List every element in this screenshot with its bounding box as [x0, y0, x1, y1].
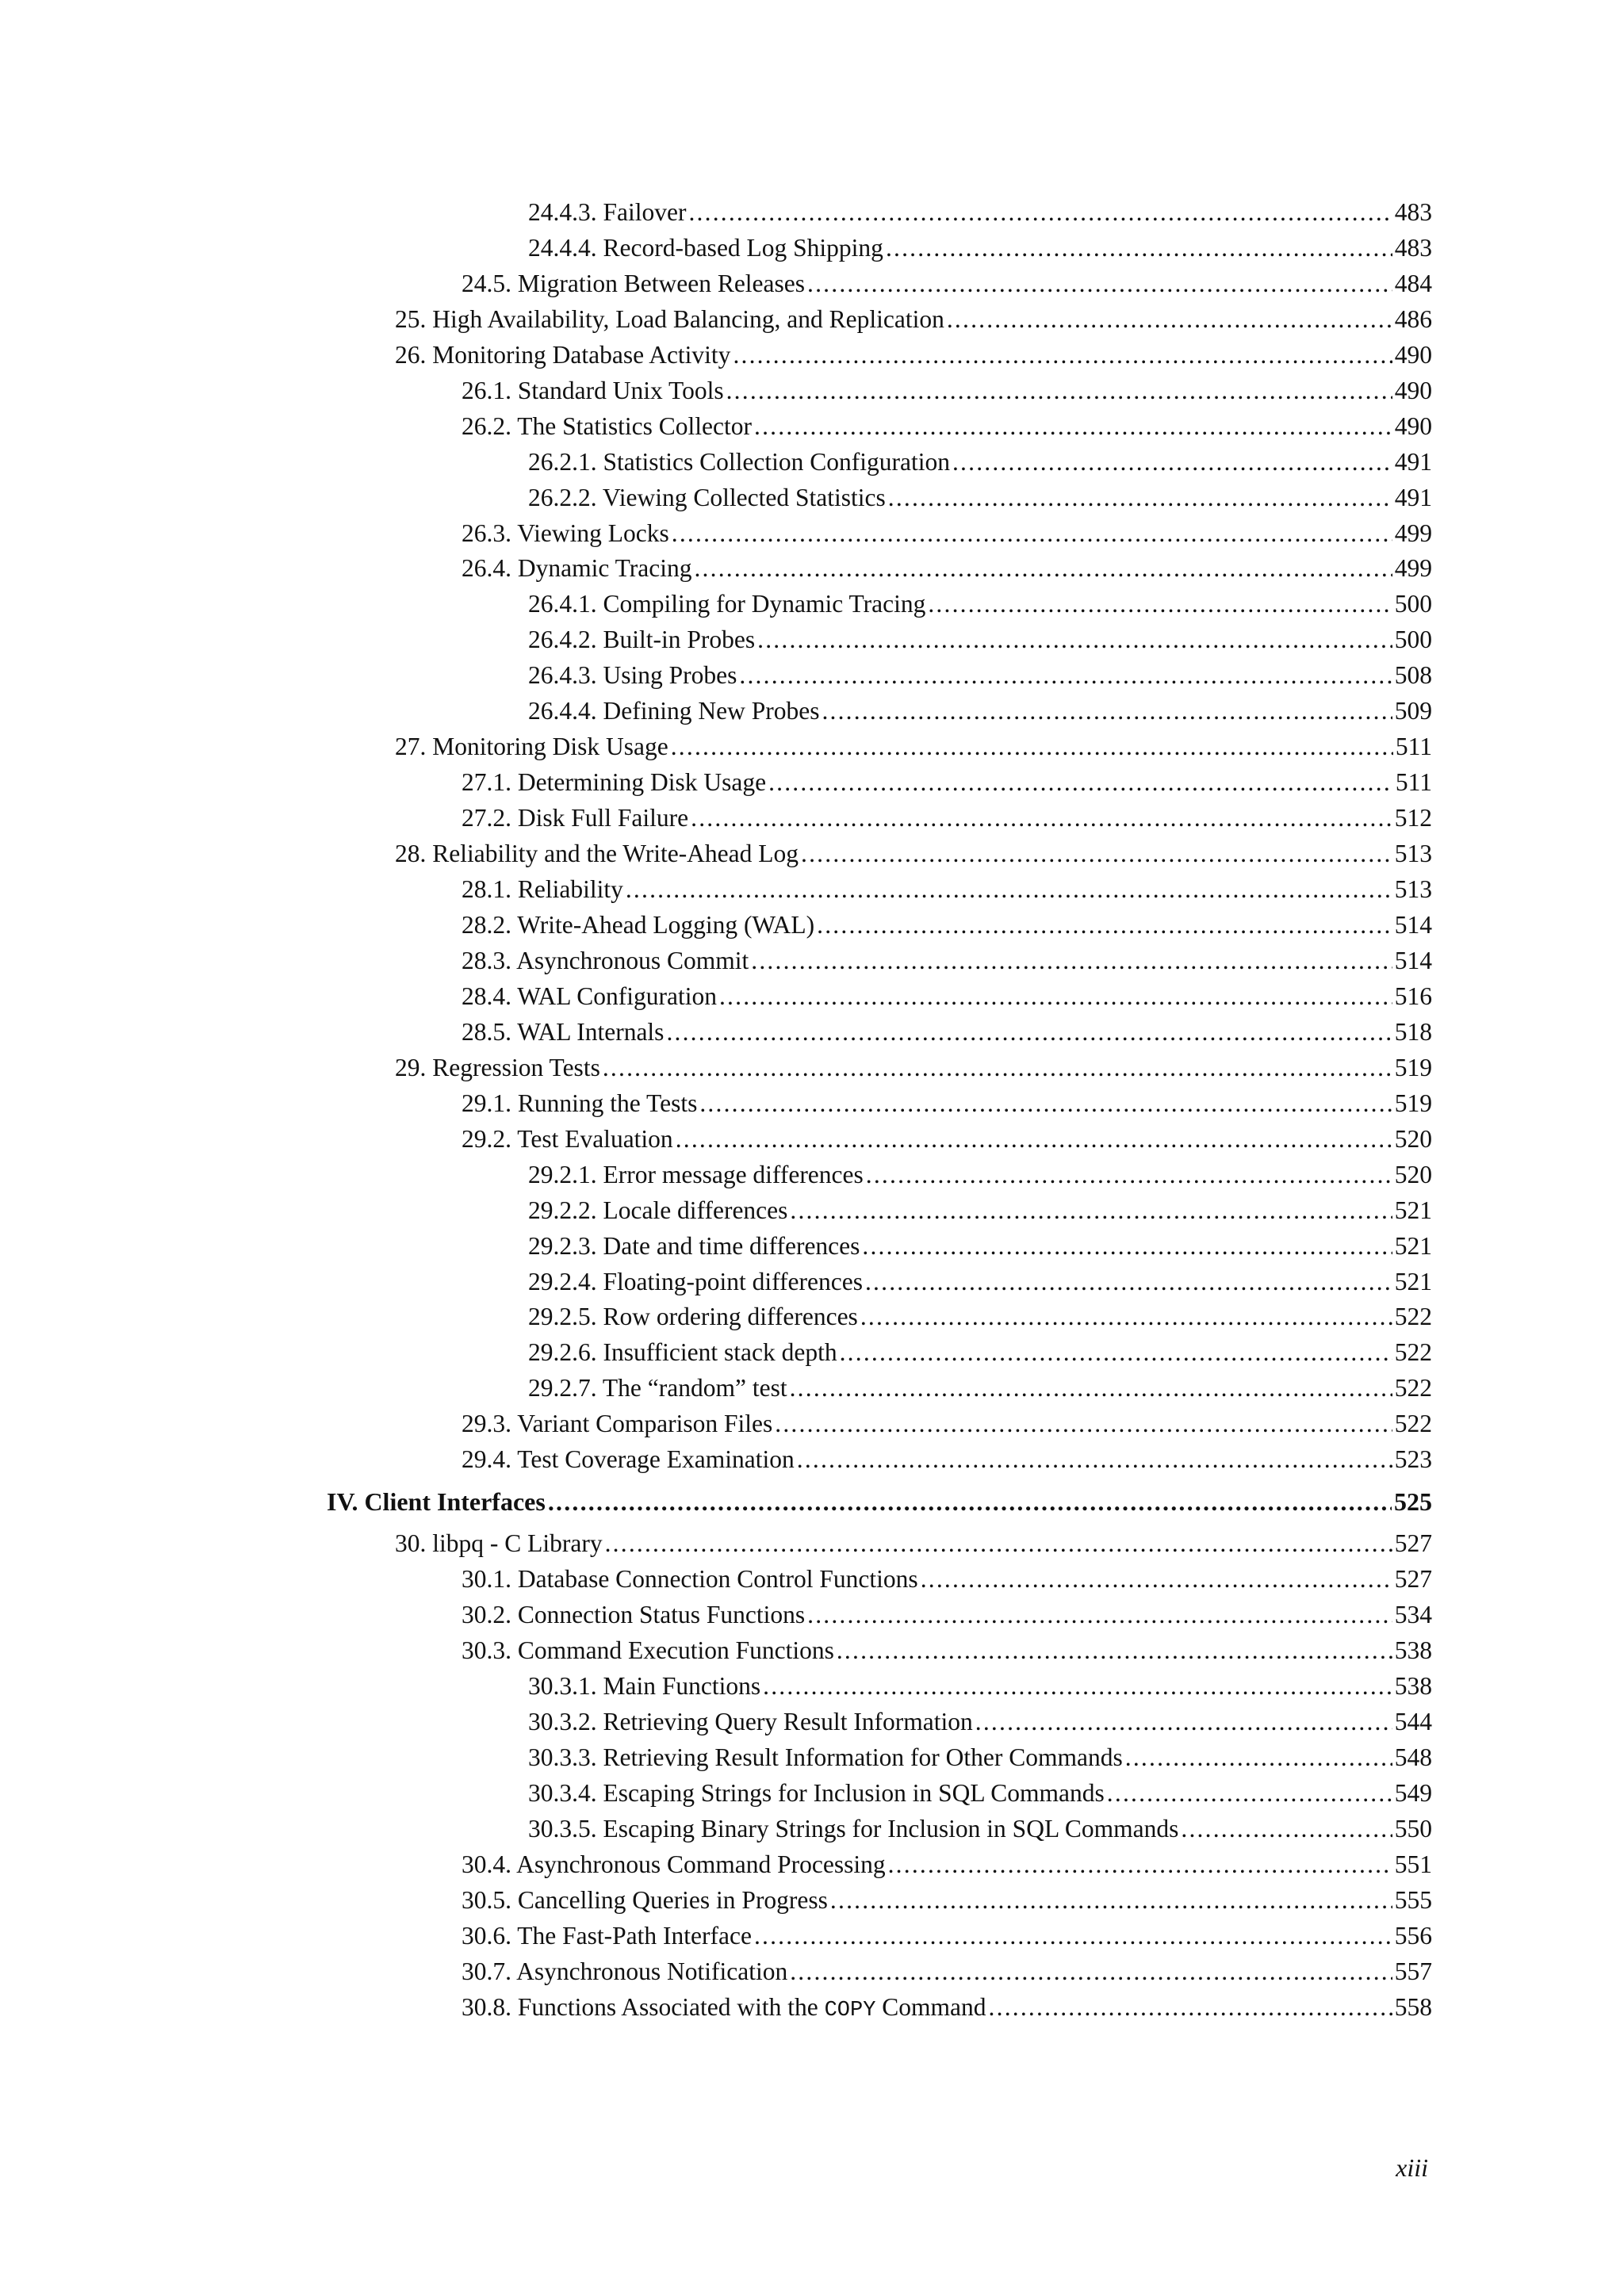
dot-leader	[672, 516, 1392, 551]
toc-entry[interactable]	[395, 836, 1432, 871]
toc-entry-title: 29.2.7. The “random” test	[528, 1374, 787, 1402]
dot-leader	[676, 1122, 1392, 1157]
toc-entry-title: 26.4.2. Built-in Probes	[528, 626, 756, 653]
toc-entry[interactable]	[528, 480, 1432, 515]
toc-entry[interactable]	[462, 979, 1432, 1014]
toc-entry[interactable]	[462, 1598, 1432, 1632]
toc-entry[interactable]	[528, 1812, 1432, 1846]
dot-leader	[975, 1705, 1392, 1739]
toc-entry-page: 512	[1394, 804, 1432, 832]
toc-entry[interactable]	[528, 1229, 1432, 1264]
dot-leader	[754, 1919, 1392, 1954]
toc-entry-title: 28.4. WAL Configuration	[462, 982, 717, 1010]
toc-entry-title: 29.2.4. Floating-point differences	[528, 1268, 863, 1295]
dot-leader	[694, 551, 1392, 586]
toc-entry-page: 522	[1394, 1303, 1432, 1330]
dot-leader	[699, 1086, 1392, 1121]
toc-entry-page: 525	[1394, 1487, 1432, 1516]
toc-entry[interactable]	[528, 1265, 1432, 1299]
toc-entry-title: 29.3. Variant Comparison Files	[462, 1410, 773, 1437]
toc-entry[interactable]	[528, 1193, 1432, 1228]
toc-entry-page: 519	[1394, 1089, 1432, 1117]
dot-leader	[603, 1050, 1392, 1085]
dot-leader	[790, 1193, 1392, 1228]
toc-entry[interactable]	[528, 445, 1432, 480]
dot-leader	[837, 1633, 1392, 1668]
toc-entry[interactable]	[395, 729, 1432, 764]
toc-entry-title: 30.6. The Fast-Path Interface	[462, 1922, 752, 1950]
toc-entry-title: 25. High Availability, Load Balancing, and Replication	[395, 305, 944, 333]
toc-entry[interactable]	[528, 1740, 1432, 1775]
toc-entry-title: 29.2.6. Insufficient stack depth	[528, 1338, 837, 1366]
dot-leader	[1181, 1812, 1392, 1846]
toc-entry[interactable]	[462, 409, 1432, 444]
toc-entry-page: 521	[1394, 1232, 1432, 1260]
toc-entry[interactable]	[528, 1335, 1432, 1370]
dot-leader	[947, 302, 1392, 337]
toc-entry-page: 499	[1394, 519, 1432, 547]
toc-entry[interactable]	[462, 1919, 1432, 1954]
toc-entry-title: 26.2.2. Viewing Collected Statistics	[528, 484, 886, 511]
toc-entry-title: 28.2. Write-Ahead Logging (WAL)	[462, 911, 815, 939]
toc-entry-page: 491	[1394, 448, 1432, 476]
toc-entry-page: 548	[1394, 1743, 1432, 1771]
toc-entry[interactable]	[395, 302, 1432, 337]
dot-leader	[801, 836, 1392, 871]
toc-entry-title: 29.1. Running the Tests	[462, 1089, 698, 1117]
toc-entry[interactable]	[462, 1883, 1432, 1918]
toc-entry-title: 26.4. Dynamic Tracing	[462, 554, 692, 582]
toc-entry[interactable]	[528, 1158, 1432, 1192]
toc-entry-title: 30.3.3. Retrieving Result Information for Other Commands	[528, 1743, 1123, 1771]
toc-entry[interactable]	[462, 1015, 1432, 1050]
toc-entry-title: 30.1. Database Connection Control Functions	[462, 1565, 918, 1593]
toc-entry[interactable]	[395, 338, 1432, 373]
toc-entry-title: 28.5. WAL Internals	[462, 1018, 665, 1046]
toc-entry[interactable]	[528, 1371, 1432, 1406]
dot-leader	[822, 694, 1392, 729]
dot-leader	[866, 1158, 1392, 1192]
dot-leader	[548, 1484, 1392, 1519]
dot-leader	[719, 979, 1392, 1014]
toc-entry-title: 29.2.3. Date and time differences	[528, 1232, 860, 1260]
toc-entry-page: 500	[1394, 626, 1432, 653]
toc-entry-page: 534	[1394, 1601, 1432, 1628]
toc-entry-page: 483	[1394, 234, 1432, 262]
toc-entry-page: 556	[1394, 1922, 1432, 1950]
toc-entry[interactable]	[395, 1050, 1432, 1085]
toc-entry-page: 500	[1394, 590, 1432, 618]
toc-entry-page: 522	[1394, 1374, 1432, 1402]
toc-entry[interactable]	[528, 231, 1432, 266]
dot-leader	[862, 1229, 1392, 1264]
dot-leader	[688, 195, 1392, 230]
toc-entry[interactable]	[462, 1122, 1432, 1157]
toc-entry-title: 26. Monitoring Database Activity	[395, 341, 731, 369]
toc-entry-title: 30.2. Connection Status Functions	[462, 1601, 806, 1628]
toc-entry-title: 29.2.2. Locale differences	[528, 1196, 788, 1224]
toc-entry[interactable]	[462, 1954, 1432, 1989]
toc-entry-title: 28.1. Reliability	[462, 875, 623, 903]
dot-leader	[790, 1371, 1392, 1406]
dot-leader	[733, 338, 1392, 373]
toc-entry-title: 26.1. Standard Unix Tools	[462, 377, 724, 404]
dot-leader	[886, 231, 1392, 266]
dot-leader	[865, 1265, 1392, 1299]
dot-leader	[989, 1990, 1392, 2025]
dot-leader	[739, 658, 1392, 693]
toc-entry-title: 24.4.3. Failover	[528, 198, 687, 226]
toc-entry-page: 538	[1394, 1636, 1432, 1664]
toc-entry-page: 538	[1394, 1672, 1432, 1700]
toc-entry-title: IV. Client Interfaces	[327, 1487, 546, 1516]
toc-entry-page: 516	[1394, 982, 1432, 1010]
toc-entry-title-continued: Command	[875, 1993, 986, 2021]
toc-entry[interactable]	[528, 1705, 1432, 1739]
toc-entry-page: 527	[1394, 1529, 1432, 1557]
toc-entry-page: 521	[1394, 1268, 1432, 1295]
toc-entry[interactable]	[462, 765, 1432, 800]
dot-leader	[754, 409, 1392, 444]
toc-entry-page: 483	[1394, 198, 1432, 226]
dot-leader	[888, 1847, 1392, 1882]
dot-leader	[797, 1442, 1392, 1477]
toc-entry-title: 30.3.4. Escaping Strings for Inclusion in SQL Commands	[528, 1779, 1105, 1807]
toc-entry-title: 29.4. Test Coverage Examination	[462, 1445, 795, 1473]
toc-entry-title: 26.4.1. Compiling for Dynamic Tracing	[528, 590, 926, 618]
dot-leader	[757, 622, 1392, 657]
toc-entry-page: 555	[1394, 1886, 1432, 1914]
toc-entry[interactable]	[462, 266, 1432, 301]
toc-entry-page: 490	[1394, 341, 1432, 369]
toc-entry-page: 490	[1394, 377, 1432, 404]
toc-entry-page: 519	[1394, 1054, 1432, 1081]
toc-entry[interactable]	[528, 587, 1432, 622]
dot-leader	[830, 1883, 1392, 1918]
toc-entry-title: 30.7. Asynchronous Notification	[462, 1957, 788, 1985]
toc-entry-title: 26.4.3. Using Probes	[528, 661, 737, 689]
toc-entry[interactable]	[528, 1776, 1432, 1811]
toc-entry-title: 27.1. Determining Disk Usage	[462, 768, 767, 796]
dot-leader	[840, 1335, 1392, 1370]
toc-entry-page: 544	[1394, 1708, 1432, 1735]
toc-entry-title: 24.4.4. Record-based Log Shipping	[528, 234, 883, 262]
toc-entry[interactable]	[395, 1526, 1432, 1561]
toc-entry[interactable]	[462, 872, 1432, 907]
dot-leader	[952, 445, 1392, 480]
toc-entry-title: 30.3.1. Main Functions	[528, 1672, 761, 1700]
toc-entry-page: 549	[1394, 1779, 1432, 1807]
toc-entry[interactable]	[462, 373, 1432, 408]
toc-entry[interactable]	[462, 1633, 1432, 1668]
dot-leader	[860, 1299, 1392, 1334]
toc-entry-title: 29.2.5. Row ordering differences	[528, 1303, 858, 1330]
dot-leader	[817, 908, 1392, 943]
dot-leader	[1125, 1740, 1392, 1775]
toc-entry[interactable]	[462, 1086, 1432, 1121]
dot-leader	[790, 1954, 1392, 1989]
toc-entry-page: 511	[1395, 768, 1432, 796]
toc-entry-title: 29.2.1. Error message differences	[528, 1161, 864, 1188]
toc-entry-page: 558	[1394, 1993, 1432, 2021]
toc-entry-page: 522	[1394, 1338, 1432, 1366]
toc-entry-page: 513	[1394, 840, 1432, 867]
toc-entry-page: 486	[1394, 305, 1432, 333]
toc-entry[interactable]	[528, 622, 1432, 657]
toc-entry-page: 522	[1394, 1410, 1432, 1437]
toc-entry-code: COPY	[824, 1999, 876, 2022]
toc-entry-title: 30. libpq - C Library	[395, 1529, 603, 1557]
toc-entry-title: 30.3. Command Execution Functions	[462, 1636, 834, 1664]
toc-entry-title: 30.3.5. Escaping Binary Strings for Inclusion in SQL Commands	[528, 1815, 1179, 1843]
toc-entry[interactable]	[462, 908, 1432, 943]
toc-entry-title: 29. Regression Tests	[395, 1054, 600, 1081]
dot-leader	[921, 1562, 1392, 1597]
toc-entry-page: 518	[1394, 1018, 1432, 1046]
toc-entry-page: 491	[1394, 484, 1432, 511]
toc-entry-page: 523	[1394, 1445, 1432, 1473]
toc-entry-title: 26.3. Viewing Locks	[462, 519, 669, 547]
toc-entry-title: 28.3. Asynchronous Commit	[462, 947, 749, 974]
toc-entry[interactable]	[462, 943, 1432, 978]
toc-entry[interactable]	[528, 694, 1432, 729]
dot-leader	[671, 729, 1393, 764]
toc-entry-page: 484	[1394, 270, 1432, 297]
dot-leader	[1107, 1776, 1392, 1811]
toc-entry-page: 521	[1394, 1196, 1432, 1224]
toc-entry[interactable]	[528, 195, 1432, 230]
toc-entry-page: 520	[1394, 1125, 1432, 1153]
toc-entry[interactable]	[528, 1299, 1432, 1334]
toc-entry[interactable]	[462, 1562, 1432, 1597]
toc-entry-page: 513	[1394, 875, 1432, 903]
toc-entry-page: 514	[1394, 911, 1432, 939]
toc-entry-page: 514	[1394, 947, 1432, 974]
dot-leader	[775, 1406, 1392, 1441]
toc-part-entry[interactable]	[327, 1484, 1432, 1519]
toc-entry[interactable]	[462, 1442, 1432, 1477]
toc-entry-title: 29.2. Test Evaluation	[462, 1125, 673, 1153]
toc-entry-title: 26.2. The Statistics Collector	[462, 412, 753, 440]
toc-entry-title: 27. Monitoring Disk Usage	[395, 733, 668, 760]
toc-entry[interactable]	[462, 516, 1432, 551]
dot-leader	[807, 266, 1392, 301]
toc-entry-page: 490	[1394, 412, 1432, 440]
dot-leader	[605, 1526, 1392, 1561]
toc-entry[interactable]	[462, 1990, 1432, 2025]
toc-entry[interactable]	[462, 1406, 1432, 1441]
dot-leader	[807, 1598, 1392, 1632]
toc-entry[interactable]	[528, 658, 1432, 693]
toc-entry-page: 499	[1394, 554, 1432, 582]
toc-entry[interactable]	[462, 551, 1432, 586]
toc-entry-page: 550	[1394, 1815, 1432, 1843]
toc-entry[interactable]	[462, 801, 1432, 836]
dot-leader	[768, 765, 1393, 800]
toc-entry-page: 508	[1394, 661, 1432, 689]
dot-leader	[763, 1669, 1392, 1704]
toc-entry-title: 30.3.2. Retrieving Query Result Information	[528, 1708, 973, 1735]
toc-entry-page: 509	[1394, 697, 1432, 725]
toc-entry-title: 30.8. Functions Associated with the COPY Command	[462, 1993, 986, 2022]
toc-entry-title: 28. Reliability and the Write-Ahead Log	[395, 840, 799, 867]
toc-entry[interactable]	[462, 1847, 1432, 1882]
dot-leader	[626, 872, 1392, 907]
dot-leader	[691, 801, 1392, 836]
toc-entry-page: 520	[1394, 1161, 1432, 1188]
page-number: xiii	[1396, 2153, 1428, 2182]
dot-leader	[928, 587, 1392, 622]
toc-entry-title: 24.5. Migration Between Releases	[462, 270, 806, 297]
toc-entry-page: 557	[1394, 1957, 1432, 1985]
toc-entry-title: 27.2. Disk Full Failure	[462, 804, 689, 832]
dot-leader	[751, 943, 1392, 978]
dot-leader	[726, 373, 1392, 408]
toc-entry-title: 26.4.4. Defining New Probes	[528, 697, 820, 725]
toc-entry-page: 551	[1394, 1850, 1432, 1878]
toc-entry[interactable]	[528, 1669, 1432, 1704]
toc-entry-title: 30.5. Cancelling Queries in Progress	[462, 1886, 828, 1914]
toc-entry-page: 511	[1395, 733, 1432, 760]
toc-entry-page: 527	[1394, 1565, 1432, 1593]
toc-entry-title: 26.2.1. Statistics Collection Configuration	[528, 448, 950, 476]
dot-leader	[666, 1015, 1392, 1050]
dot-leader	[888, 480, 1392, 515]
toc-entry-title: 30.4. Asynchronous Command Processing	[462, 1850, 886, 1878]
